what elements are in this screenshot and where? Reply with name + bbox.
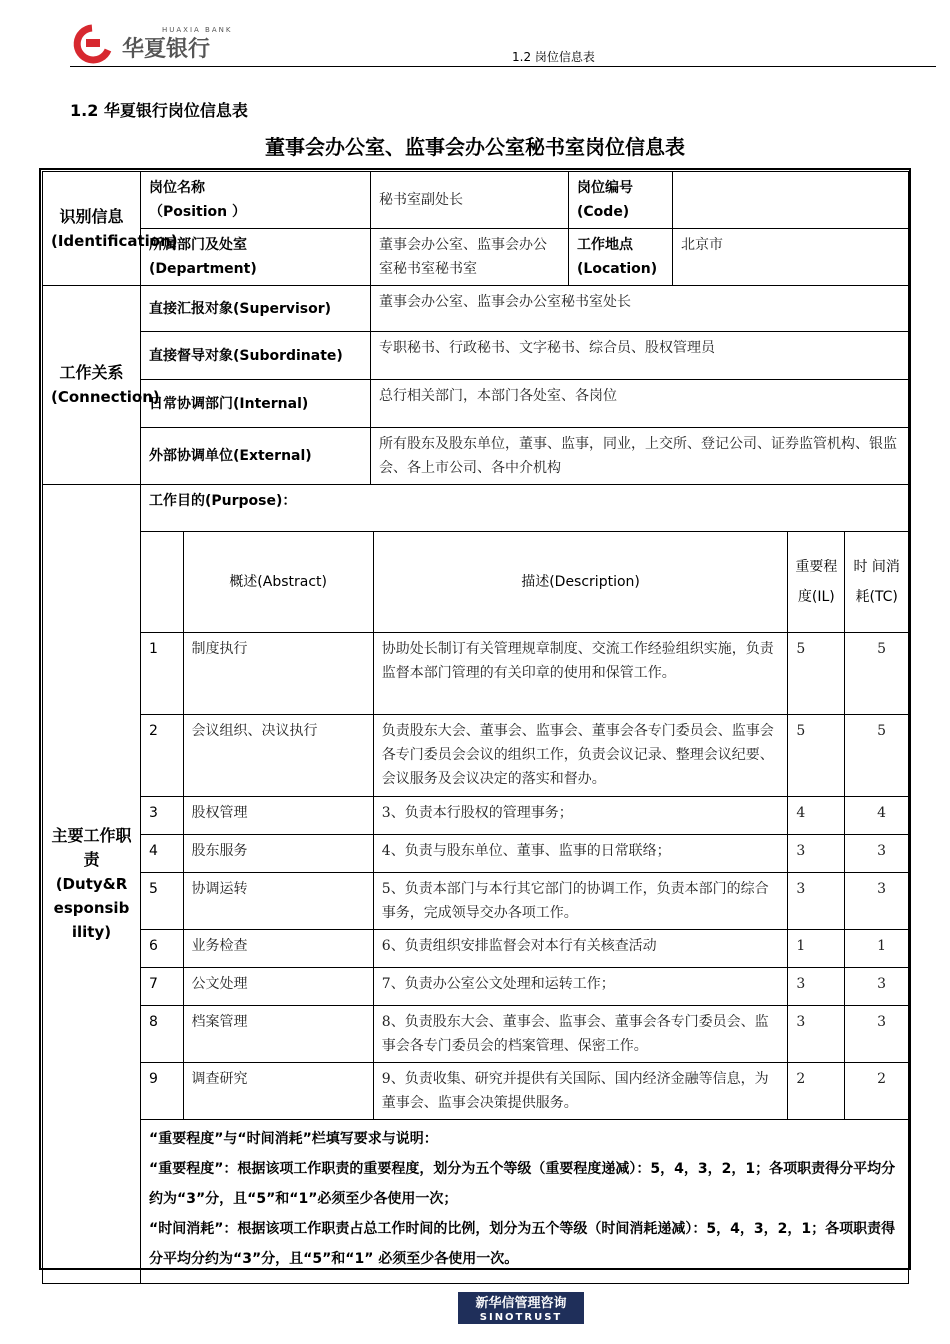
duty-description: 负责股东大会、董事会、监事会、董事会各专门委员会、监事会各专门委员会会议的组织工作，负责会议记录、整理会议纪要、会议服务及会议决定的落实和督办。 — [373, 714, 788, 796]
location-label: 工作地点 (Location) — [569, 229, 673, 286]
duty-il: 3 — [788, 967, 845, 1005]
duty-il: 2 — [788, 1062, 845, 1119]
note-line: “时间消耗”：根据该项工作职责占总工作时间的比例，划分为五个等级（时间消耗递减）：5，4，3，2，1；各项职责得分平均分约为“3”分，且“5”和“1” 必须至少各使用一次。 — [149, 1220, 896, 1267]
bank-name-en: HUAXIA BANK — [162, 26, 233, 34]
relation-value: 所有股东及股东单位，董事、监事，同业，上交所、登记公司、证券监管机构、银监会、各上市公司、各中介机构 — [371, 428, 909, 485]
duty-number: 6 — [141, 929, 183, 967]
duty-abstract: 业务检查 — [183, 929, 373, 967]
duty-tc: 1 — [845, 929, 908, 967]
note-line: “重要程度”与“时间消耗”栏填写要求与说明： — [149, 1130, 438, 1147]
duty-abstract: 制度执行 — [183, 632, 373, 714]
duty-tc: 5 — [845, 714, 908, 796]
position-info-table — [42, 171, 909, 1284]
relation-value: 总行相关部门，本部门各处室、各岗位 — [371, 380, 909, 428]
duty-description: 6、负责组织安排监督会对本行有关核查活动 — [373, 929, 788, 967]
department-value: 董事会办公室、监事会办公室秘书室秘书室 — [371, 229, 569, 286]
relation-label: 直接督导对象(Subordinate) — [141, 332, 371, 380]
purpose-label: 工作目的(Purpose)： — [141, 485, 908, 532]
relation-value: 专职秘书、行政秘书、文字秘书、综合员、股权管理员 — [371, 332, 909, 380]
notes-block — [141, 1120, 908, 1278]
duty-il: 5 — [788, 632, 845, 714]
duty-number: 8 — [141, 1005, 183, 1062]
duty-row — [141, 714, 908, 796]
duties-table — [141, 532, 908, 1120]
duty-description: 7、负责办公室公文处理和运转工作； — [373, 967, 788, 1005]
duty-row — [141, 796, 908, 834]
position-value: 秘书室副处长 — [371, 172, 569, 229]
identification-row-2 — [43, 229, 909, 286]
section-title: 1.2 华夏银行岗位信息表 — [70, 101, 248, 120]
relation-row — [43, 332, 909, 380]
position-label: 岗位名称 （Position ） — [141, 172, 371, 229]
duty-il: 3 — [788, 872, 845, 929]
header-divider — [70, 66, 936, 67]
bank-name-cn: 华夏银行 — [122, 37, 211, 62]
duty-row — [141, 967, 908, 1005]
duty-abstract: 调查研究 — [183, 1062, 373, 1119]
duty-abstract: 会议组织、决议执行 — [183, 714, 373, 796]
identification-section-label: 识别信息 (Identification) — [43, 172, 141, 286]
duty-number: 9 — [141, 1062, 183, 1119]
relations-section-label: 工作关系 (Connection) — [43, 286, 141, 485]
relation-row — [43, 380, 909, 428]
duty-row — [141, 834, 908, 872]
header-section-ref: 1.2 岗位信息表 — [512, 50, 595, 64]
duties-section-label: 主要工作职责 (Duty&Responsibility) — [43, 485, 141, 1284]
bank-emblem-icon — [77, 28, 108, 60]
duty-tc: 5 — [845, 632, 908, 714]
duty-description: 协助处长制订有关管理规章制度、交流工作经验组织实施，负责监督本部门管理的有关印章的使用和保管工作。 — [373, 632, 788, 714]
duty-abstract: 股权管理 — [183, 796, 373, 834]
relation-row — [43, 428, 909, 485]
duty-il: 3 — [788, 1005, 845, 1062]
duty-il: 1 — [788, 929, 845, 967]
duty-description: 8、负责股东大会、董事会、监事会、董事会各专门委员会、监事会各专门委员会的档案管理、保密工作。 — [373, 1005, 788, 1062]
duty-tc: 3 — [845, 1005, 908, 1062]
huaxia-bank-logo — [70, 22, 250, 66]
duty-description: 3、负责本行股权的管理事务； — [373, 796, 788, 834]
note-line: “重要程度”：根据该项工作职责的重要程度，划分为五个等级（重要程度递减）：5，4，3，2，1；各项职责得分平均分约为“3”分，且“5”和“1”必须至少各使用一次； — [149, 1160, 896, 1207]
relation-label: 直接汇报对象(Supervisor) — [141, 286, 371, 332]
duty-tc: 4 — [845, 796, 908, 834]
duty-tc: 3 — [845, 967, 908, 1005]
duty-number: 2 — [141, 714, 183, 796]
department-label: 所属部门及处室 (Department) — [141, 229, 371, 286]
duty-tc: 3 — [845, 834, 908, 872]
duty-abstract: 协调运转 — [183, 872, 373, 929]
duties-content — [141, 485, 909, 1284]
sinotrust-logo — [458, 1292, 584, 1324]
relation-value: 董事会办公室、监事会办公室秘书室处长 — [371, 286, 909, 332]
code-value — [673, 172, 909, 229]
col-tc: 时 间消 耗(TC) — [845, 532, 908, 632]
duty-description: 9、负责收集、研究并提供有关国际、国内经济金融等信息，为董事会、监事会决策提供服务。 — [373, 1062, 788, 1119]
duty-abstract: 档案管理 — [183, 1005, 373, 1062]
duty-row — [141, 929, 908, 967]
duty-tc: 3 — [845, 872, 908, 929]
code-label: 岗位编号 (Code) — [569, 172, 673, 229]
duty-description: 4、负责与股东单位、董事、监事的日常联络； — [373, 834, 788, 872]
sinotrust-logo-cn: 新华信管理咨询 — [475, 1296, 567, 1311]
table-title: 董事会办公室、监事会办公室秘书室岗位信息表 — [265, 135, 685, 159]
duty-abstract: 股东服务 — [183, 834, 373, 872]
duty-il: 3 — [788, 834, 845, 872]
relation-label: 外部协调单位(External) — [141, 428, 371, 485]
duty-number: 7 — [141, 967, 183, 1005]
duty-row — [141, 1005, 908, 1062]
duty-il: 4 — [788, 796, 845, 834]
duty-row — [141, 1062, 908, 1119]
duty-number: 3 — [141, 796, 183, 834]
col-il: 重要程度(IL) — [788, 532, 845, 632]
col-description: 描述(Description) — [373, 532, 788, 632]
duty-number: 5 — [141, 872, 183, 929]
duties-row — [43, 485, 909, 1284]
duties-header-row — [141, 532, 908, 632]
duty-row — [141, 872, 908, 929]
identification-row-1 — [43, 172, 909, 229]
duty-row — [141, 632, 908, 714]
duty-number: 1 — [141, 632, 183, 714]
col-abstract: 概述(Abstract) — [183, 532, 373, 632]
duty-abstract: 公文处理 — [183, 967, 373, 1005]
sinotrust-logo-en: SINOTRUST — [479, 1312, 563, 1323]
duty-tc: 2 — [845, 1062, 908, 1119]
duty-description: 5、负责本部门与本行其它部门的协调工作，负责本部门的综合事务，完成领导交办各项工作。 — [373, 872, 788, 929]
relation-row — [43, 286, 909, 332]
duty-number: 4 — [141, 834, 183, 872]
relation-label: 日常协调部门(Internal) — [141, 380, 371, 428]
location-value: 北京市 — [673, 229, 909, 286]
duty-il: 5 — [788, 714, 845, 796]
